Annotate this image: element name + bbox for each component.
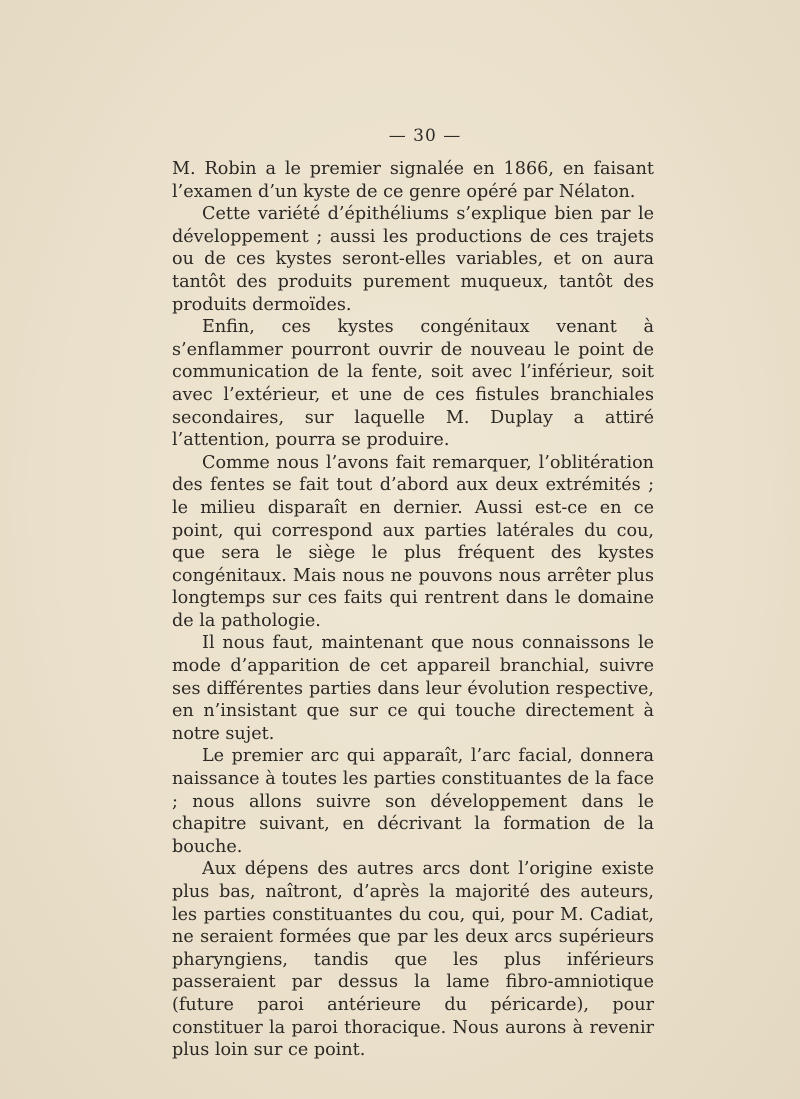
page-number: — 30 — (388, 126, 462, 146)
paragraph: Aux dépens des autres arcs dont l’origine existe plus bas, naîtront, d’après la majorité des auteurs, les parties constituantes du cou, qui, pour M. Cadiat, ne seraient formées que par les deux arcs supérieurs pharyngiens, tandis que les plus inférieurs passeraient par dessus la lame fibro-amniotique (future paroi antérieure du péricarde), pour constituer la paroi thoracique. Nous aurons à revenir plus loin sur ce point. (172, 859, 654, 1061)
paragraph: Il nous faut, maintenant que nous connaissons le mode d’apparition de cet appareil branchial, suivre ses différentes parties dans leur évolution respective, en n’insistant que sur ce qui touche directement à notre sujet. (172, 633, 654, 744)
paragraph: Enfin, ces kystes congénitaux venant à s’enflammer pourront ouvrir de nouveau le point de communication de la fente, soit avec l’inférieur, soit avec l’extérieur, et une de ces fistules branchiales secondaires, sur laquelle M. Duplay a attiré l’attention, pourra se produire. (172, 317, 654, 451)
paragraph: Cette variété d’épithéliums s’explique bien par le développement ; aussi les productions de ces trajets ou de ces kystes seront-elles variables, et on aura tantôt des produits purement muqueux, tantôt des produits dermoïdes. (172, 204, 654, 315)
paragraph: M. Robin a le premier signalée en 1866, en faisant l’examen d’un kyste de ce genre opéré par Nélaton. (172, 159, 654, 202)
body-text (172, 158, 654, 1062)
paragraph: Le premier arc qui apparaît, l’arc facial, donnera naissance à toutes les parties constituantes de la face ; nous allons suivre son développement dans le chapitre suivant, en décrivant la formation de la bouche. (172, 746, 654, 857)
paragraph: Comme nous l’avons fait remarquer, l’oblitération des fentes se fait tout d’abord aux deux extrémités ; le milieu disparaît en dernier. Aussi est-ce en ce point, qui correspond aux parties latérales du cou, que sera le siège le plus fréquent des kystes congénitaux. Mais nous ne pouvons nous arrêter plus longtemps sur ces faits qui rentrent dans le domaine de la pathologie. (172, 452, 654, 631)
